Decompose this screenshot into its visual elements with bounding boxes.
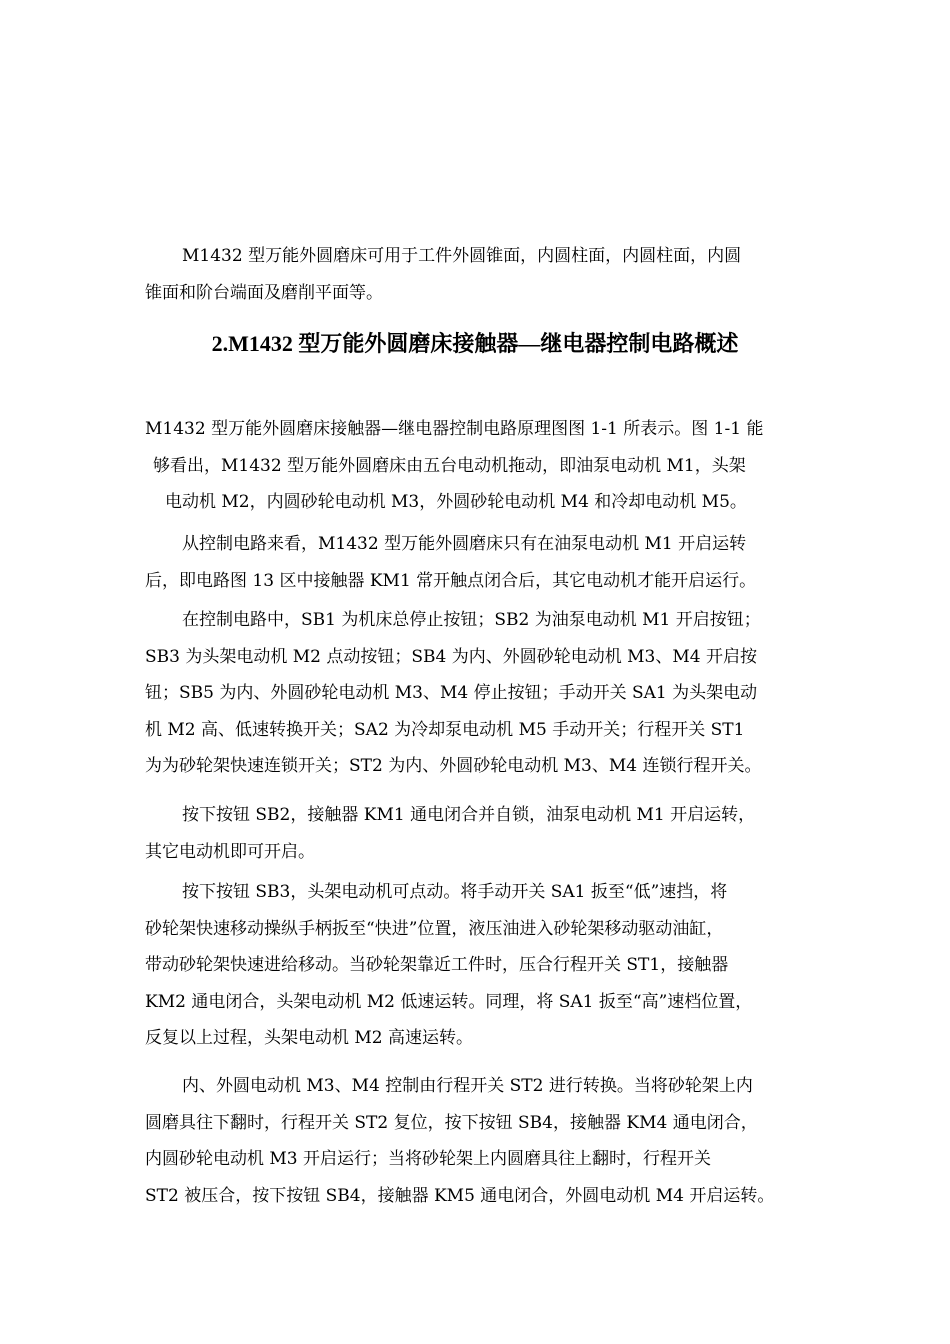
text-line: 内、外圆电动机 M3、M4 控制由行程开关 ST2 进行转换。当将砂轮架上内 [182,1076,753,1096]
buttons-paragraph [145,602,820,785]
text-line: 圆磨具往下翻时，行程开关 ST2 复位，按下按钮 SB4，接触器 KM4 通电闭合， [145,1112,758,1133]
text-line: 为为砂轮架快速连锁开关；ST2 为内、外圆砂轮电动机 M3、M4 连锁行程开关。 [145,756,762,776]
text-line: 够看出，M1432 型万能外圆磨床由五台电动机拖动，即油泵电动机 M1，头架 [153,455,746,476]
sb2-paragraph [145,797,820,870]
text-line: 按下按钮 SB2，接触器 KM1 通电闭合并自锁，油泵电动机 M1 开启运转， [182,805,756,825]
text-line: ST2 被压合，按下按钮 SB4，接触器 KM5 通电闭合，外圆电动机 M4 开启运转。 [145,1185,775,1206]
text-line: 锥面和阶台端面及磨削平面等。 [145,282,383,303]
text-line: 机 M2 高、低速转换开关；SA2 为冷却泵电动机 M5 手动开关；行程开关 ST1 [145,719,745,740]
text-line: M1432 型万能外圆磨床可用于工件外圆锥面，内圆柱面，内圆柱面，内圆 [182,246,742,266]
text-line: KM2 通电闭合，头架电动机 M2 低速运转。同理，将 SA1 扳至“高”速档位置， [145,991,753,1012]
m3m4-paragraph [145,1068,820,1214]
text-line: 电动机 M2，内圆砂轮电动机 M3，外圆砂轮电动机 M4 和冷却电动机 M5。 [165,492,747,512]
text-line: 按下按钮 SB3，头架电动机可点动。将手动开关 SA1 扳至“低”速挡，将 [182,882,728,902]
text-line: 砂轮架快速移动操纵手柄扳至“快进”位置，液压油进入砂轮架移动驱动油缸， [145,918,724,939]
text-line: 后，即电路图 13 区中接触器 KM1 常开触点闭合后，其它电动机才能开启运行。 [145,570,757,591]
text-line: 钮；SB5 为内、外圆砂轮电动机 M3、M4 停止按钮；手动开关 SA1 为头架电动 [145,683,758,703]
text-line: 内圆砂轮电动机 M3 开启运行；当将砂轮架上内圆磨具往上翻时，行程开关 [145,1149,712,1169]
text-line: 反复以上过程，头架电动机 M2 高速运转。 [145,1028,474,1048]
section-heading: 2.M1432 型万能外圆磨床接触器—继电器控制电路概述 [211,331,739,356]
intro-paragraph [145,238,820,311]
text-line: 从控制电路来看，M1432 型万能外圆磨床只有在油泵电动机 M1 开启运转 [182,534,747,554]
text-line: M1432 型万能外圆磨床接触器—继电器控制电路原理图图 1-1 所表示。图 1-1 能 [145,419,764,439]
text-line: 其它电动机即可开启。 [145,841,315,862]
text-line: 带动砂轮架快速进给移动。当砂轮架靠近工件时，压合行程开关 ST1，接触器 [145,955,729,975]
control-paragraph [145,526,820,599]
overview-paragraph [145,411,820,521]
text-line: SB3 为头架电动机 M2 点动按钮；SB4 为内、外圆砂轮电动机 M3、M4 开启按 [145,646,757,667]
sb3-paragraph [145,874,820,1057]
text-line: 在控制电路中，SB1 为机床总停止按钮；SB2 为油泵电动机 M1 开启按钮； [182,610,761,630]
